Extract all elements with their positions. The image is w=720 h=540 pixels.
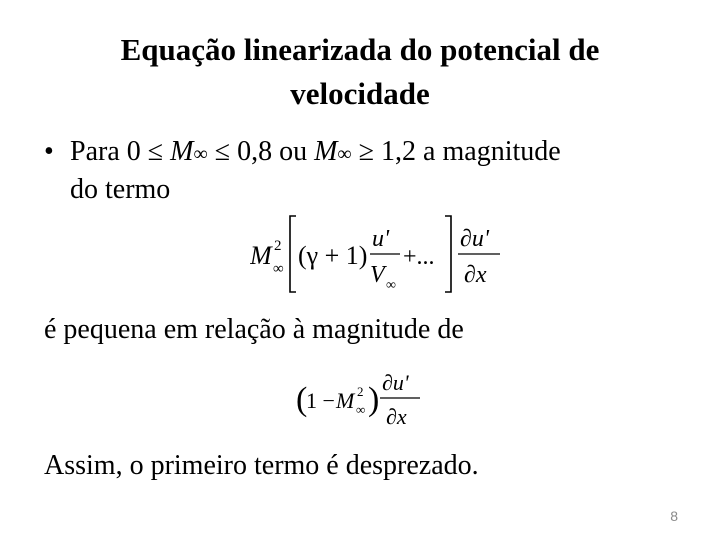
bullet-continuation: do termo [70,174,171,205]
page-number: 8 [670,508,678,524]
eq1-M: M [250,241,272,270]
equation-compare [296,366,466,436]
eq1-sub: ∞ [273,261,284,277]
eq1-gamma-term: (γ + 1) [298,241,368,270]
eq2-M: M [336,388,355,413]
conclusion-text: Assim, o primeiro termo é desprezado. [44,450,479,481]
mach-subscript-2: ∞ [337,143,352,165]
eq1-partial-den: ∂x [464,262,487,288]
text-small-relative: é pequena em relação à magnitude de [44,314,464,345]
eq2-close-paren: ) [368,381,380,418]
eq1-dots: +... [403,244,435,270]
eq2-open-paren: ( [296,381,308,418]
eq2-one-minus: 1 − [306,388,335,413]
equation-term [250,210,510,300]
slide-title [0,28,720,116]
bullet-mid: ≤ 0,8 ou [207,136,315,167]
eq2-sub: ∞ [356,402,366,417]
eq1-denominator: V [370,262,385,288]
bullet-post: ≥ 1,2 a magnitude [351,136,561,167]
eq1-partial-num: ∂u' [460,226,489,252]
mach-subscript-1: ∞ [193,143,208,165]
eq2-partial-den: ∂x [386,404,407,429]
bullet-icon: • [44,136,54,167]
eq1-right-bracket [445,216,451,292]
mach-symbol-2: M [314,136,338,167]
eq2-exp: 2 [357,384,364,399]
title-line-2: velocidade [290,76,430,111]
bullet-text [44,134,561,172]
title-line-1: Equação linearizada do potencial de [120,32,600,67]
mach-symbol-1: M [170,136,194,167]
eq1-left-bracket [290,216,296,292]
eq1-exp: 2 [274,238,282,254]
eq1-denominator-sub: ∞ [386,278,396,293]
bullet-pre: Para 0 ≤ [70,136,171,167]
eq2-partial-num: ∂u' [382,370,409,395]
eq1-numerator: u' [372,226,390,252]
